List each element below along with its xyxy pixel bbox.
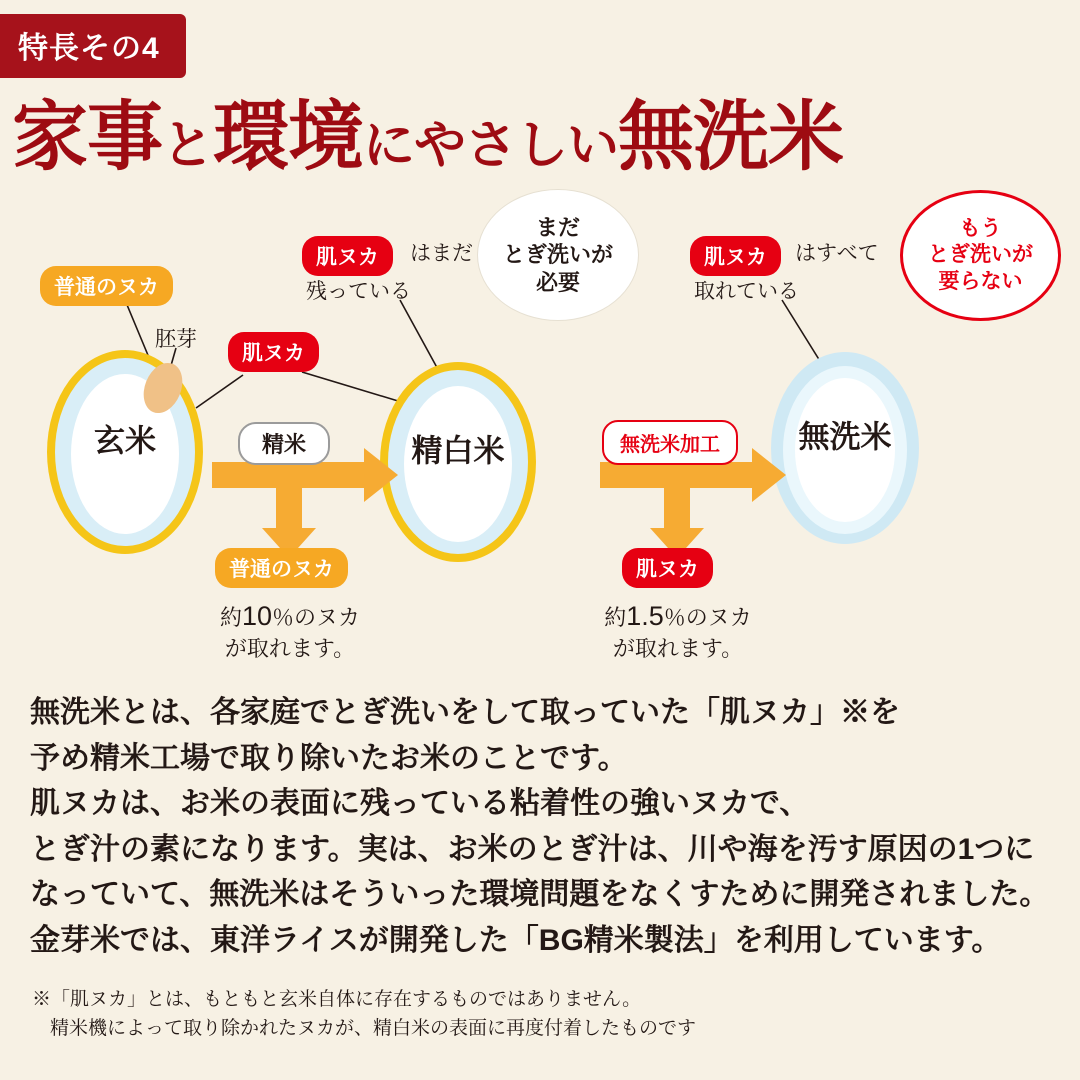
- tag-haiga: 胚芽: [155, 328, 197, 351]
- body-copy-line: 無洗米とは、各家庭でとぎ洗いをして取っていた「肌ヌカ」※を: [30, 696, 900, 729]
- bubble-red-line2: とぎ洗いが: [928, 243, 1033, 267]
- grain-label-musenmai: 無洗米: [798, 419, 892, 455]
- bubble-red-line3: 要らない: [938, 269, 1023, 293]
- tag-hada-nuka-drop: 肌ヌカ: [622, 548, 713, 588]
- callout-right-suffix: はすべて: [795, 242, 879, 265]
- bubble-red-line1: もう: [959, 217, 1002, 241]
- bubble-white-line1: まだ: [535, 214, 580, 240]
- tag-futsu-nuka: 普通のヌカ: [40, 266, 173, 306]
- body-copy-line: 肌ヌカは、お米の表面に残っている粘着性の強いヌカで、: [30, 787, 810, 821]
- footnote: [32, 985, 1052, 1044]
- footnote-line: ※「肌ヌカ」とは、もともと玄米自体に存在するものではありません。: [32, 989, 642, 1010]
- note-right-suffix: ％のヌカ: [663, 605, 752, 630]
- bubble-white-line3: 必要: [535, 269, 580, 295]
- note-left-line2: が取れます。: [224, 636, 356, 662]
- note-left: [175, 598, 405, 664]
- note-right-line2: が取れます。: [612, 636, 744, 662]
- callout-left-line2: 残っている: [306, 280, 411, 303]
- body-copy-line: とぎ汁の素になります。実は、お米のとぎ汁は、川や海を汚す原因の1つに: [30, 832, 1035, 866]
- note-left-prefix: 約: [219, 605, 242, 630]
- tag-hada-nuka-left: 肌ヌカ: [228, 332, 319, 372]
- note-right-value: 1.5: [626, 601, 664, 631]
- tag-futsu-nuka-drop: 普通のヌカ: [215, 548, 348, 588]
- note-right: [563, 598, 793, 664]
- headline-part-4: に: [363, 117, 415, 175]
- speech-bubble-white: [478, 190, 638, 320]
- tag-hada-nuka-callout-left: 肌ヌカ: [302, 236, 393, 276]
- footnote-line: 精米機によって取り除かれたヌカが、精白米の表面に再度付着したものです: [50, 1018, 697, 1040]
- grain-label-genmai: 玄米: [94, 423, 156, 459]
- leader-line-hada-nuka-left-b: [302, 372, 408, 404]
- tag-hada-nuka-callout-right: 肌ヌカ: [690, 236, 781, 276]
- rice-process-diagram: [0, 190, 1080, 670]
- headline-part-3: 環境: [213, 95, 364, 180]
- bubble-white-line2: とぎ洗いが: [502, 242, 613, 268]
- speech-bubble-red: [900, 190, 1061, 321]
- body-copy-line: なっていて、無洗米はそういった環境問題をなくすために開発されました。: [30, 878, 1050, 912]
- page-title: [12, 76, 843, 185]
- body-copy-line: 金芽米では、東洋ライスが開発した「BG精米製法」を利用しています。: [30, 923, 1002, 957]
- feature-badge: 特長その4: [0, 14, 186, 78]
- tag-musenmai-kakou: 無洗米加工: [602, 420, 738, 465]
- grain-label-seihakumai: 精白米: [411, 433, 505, 469]
- headline-part-6: 無洗米: [618, 95, 844, 180]
- headline-part-5: やさしい: [414, 117, 619, 175]
- note-left-suffix: ％のヌカ: [272, 605, 361, 630]
- body-copy-line: 予め精米工場で取り除いたお米のことです。: [30, 741, 628, 775]
- headline-part-2: と: [162, 117, 214, 175]
- note-right-prefix: 約: [604, 605, 627, 630]
- callout-right-line2: 取れている: [694, 280, 799, 303]
- headline-part-1: 家事: [12, 95, 162, 180]
- leader-line-hada-nuka-left-a: [196, 375, 243, 408]
- body-copy: [30, 690, 1060, 964]
- note-left-value: 10: [241, 601, 273, 631]
- tag-seimai: 精米: [238, 422, 330, 465]
- callout-left-suffix: はまだ: [410, 242, 473, 265]
